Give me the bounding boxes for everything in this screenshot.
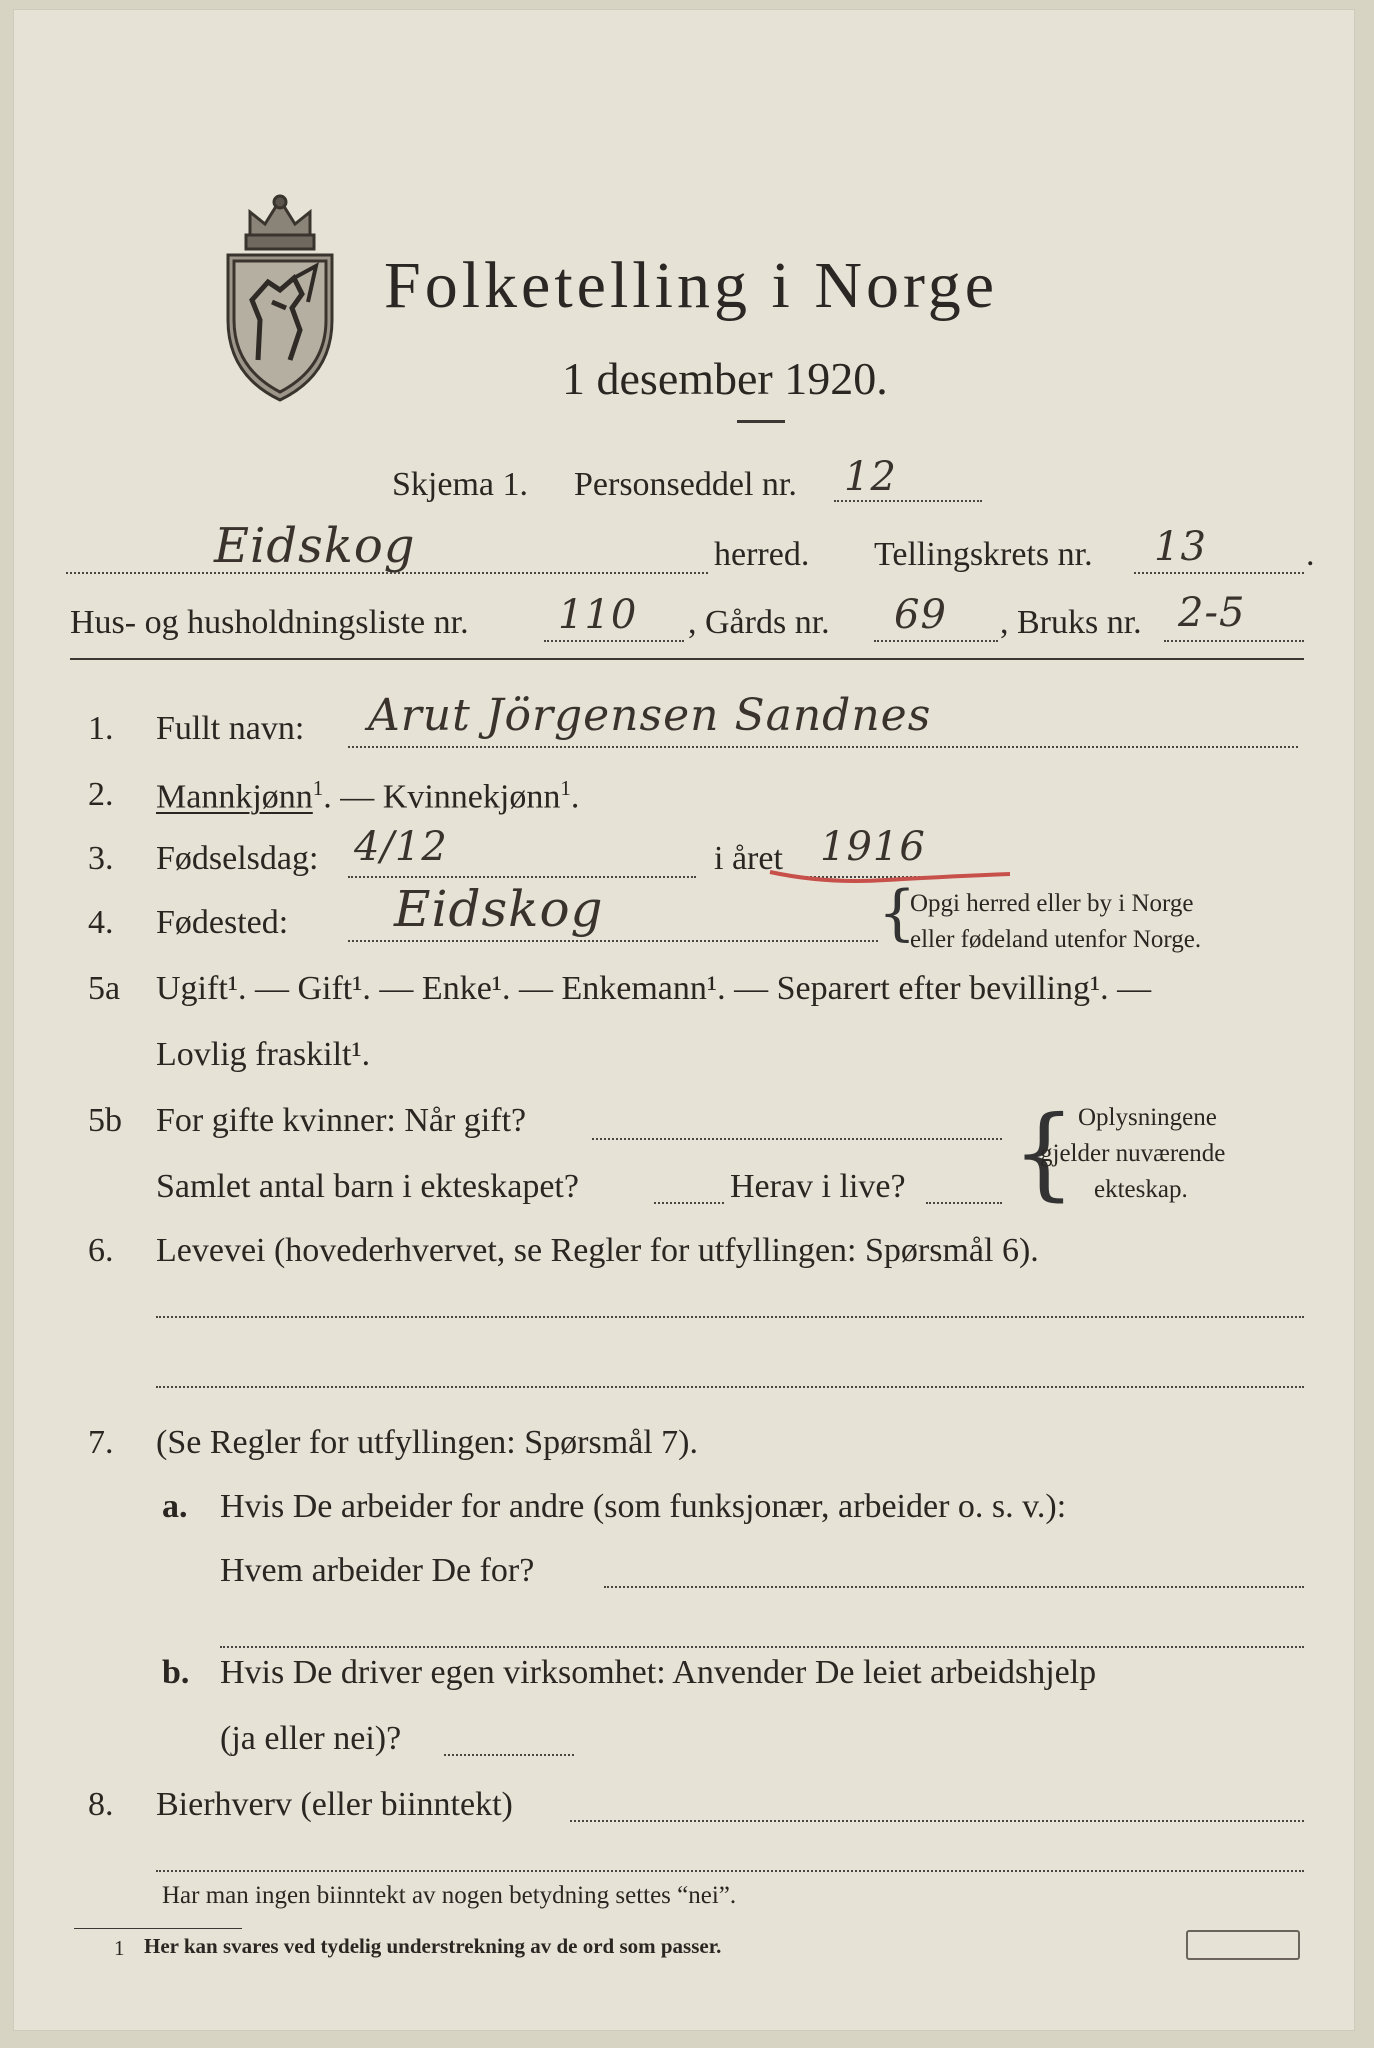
q6-number: 6. [88, 1232, 114, 1269]
personseddel-value[interactable]: 12 [844, 454, 897, 500]
children-total-line [654, 1202, 724, 1204]
herred-value[interactable]: Eidskog [214, 518, 416, 574]
side-income-label: Bierhverv (eller biinntekt) [156, 1786, 513, 1823]
tellingskrets-line [1134, 572, 1304, 574]
gender-male-option[interactable]: Mannkjønn [156, 778, 313, 816]
bruks-label: , Bruks nr. [1000, 604, 1142, 641]
herred-line [66, 572, 708, 574]
full-name-line [348, 746, 1298, 748]
husliste-line [544, 640, 684, 642]
q5b-note-line1: Oplysningene [1078, 1104, 1217, 1131]
husliste-value[interactable]: 110 [558, 592, 638, 638]
q4-number: 4. [88, 904, 114, 941]
q5a-number: 5a [88, 970, 121, 1007]
birthplace-value[interactable]: Eidskog [394, 880, 604, 938]
birthplace-line [348, 940, 878, 942]
marital-status-divorced[interactable]: Lovlig fraskilt¹. [156, 1036, 371, 1073]
personseddel-label: Personseddel nr. [574, 466, 797, 503]
footnote-number: 1 [114, 1936, 125, 1960]
q7b-line1: Hvis De driver egen virksomhet: Anvender De leiet arbeidshjelp [220, 1654, 1097, 1691]
footnote-rule [74, 1928, 242, 1929]
tellingskrets-label: Tellingskrets nr. [874, 536, 1093, 573]
hired-help-label: (ja eller nei)? [220, 1720, 402, 1757]
q1-label: Fullt navn: [156, 710, 305, 747]
schema-label: Skjema 1. [392, 466, 528, 503]
birth-year-label: i året [714, 840, 783, 877]
birthday-line [348, 876, 696, 878]
q5b-note-bracket: { [1012, 1094, 1076, 1211]
herred-label: herred. [714, 536, 810, 573]
side-income-note: Har man ingen biinntekt av nogen betydning settes “nei”. [162, 1882, 737, 1909]
title-divider [737, 420, 785, 423]
q7-number: 7. [88, 1424, 114, 1461]
hired-help-line[interactable] [444, 1754, 574, 1756]
children-total-label: Samlet antal barn i ekteskapet? [156, 1168, 579, 1205]
q4-note-line2: eller fødeland utenfor Norge. [910, 926, 1202, 953]
norwegian-lion-coat-of-arms-icon [220, 190, 340, 405]
children-alive-label: Herav i live? [730, 1168, 906, 1205]
q5b-note-line3: ekteskap. [1094, 1176, 1188, 1203]
q2-number: 2. [88, 776, 114, 813]
married-when-line [592, 1138, 1002, 1140]
form-title: Folketelling i Norge [384, 249, 999, 322]
printer-stamp [1186, 1930, 1300, 1960]
bruks-line [1164, 640, 1304, 642]
occupation-label: Levevei (hovederhvervet, se Regler for utfyllingen: Spørsmål 6). [156, 1232, 1039, 1269]
tellingskrets-value[interactable]: 13 [1154, 524, 1207, 570]
q3-label: Fødselsdag: [156, 840, 319, 877]
employer-label: Hvem arbeider De for? [220, 1552, 535, 1589]
birthday-value[interactable]: 4/12 [354, 824, 448, 870]
header-separator [70, 658, 1304, 660]
side-income-line-1[interactable] [570, 1820, 1304, 1822]
q5b-note-line2: gjelder nuværende [1040, 1140, 1226, 1167]
occupation-line-1[interactable] [156, 1316, 1304, 1318]
occupation-line-2[interactable] [156, 1386, 1304, 1388]
full-name-value[interactable]: Arut Jörgensen Sandnes [368, 690, 932, 741]
q7b-letter: b. [162, 1654, 190, 1691]
q1-number: 1. [88, 710, 114, 747]
employer-line-1[interactable] [604, 1586, 1304, 1588]
gender-female-option[interactable]: Kvinnekjønn [382, 778, 561, 816]
footnote-text: Her kan svares ved tydelig understrekning av de ord som passer. [144, 1934, 722, 1958]
gards-line [874, 640, 998, 642]
married-when-label: For gifte kvinner: Når gift? [156, 1102, 527, 1139]
birth-year-value[interactable]: 1916 [820, 824, 926, 870]
marital-status-options[interactable]: Ugift¹. — Gift¹. — Enke¹. — Enkemann¹. — Separert efter bevilling¹. — [156, 970, 1152, 1007]
side-income-line-2[interactable] [156, 1870, 1304, 1872]
q3-number: 3. [88, 840, 114, 877]
q8-number: 8. [88, 1786, 114, 1823]
personseddel-line [834, 500, 982, 502]
q4-note-bracket: { [878, 878, 917, 948]
q5b-number: 5b [88, 1102, 122, 1139]
q7a-letter: a. [162, 1488, 188, 1525]
tellingskrets-dot: . [1306, 536, 1315, 573]
bruks-value[interactable]: 2-5 [1178, 590, 1246, 636]
husliste-label: Hus- og husholdningsliste nr. [70, 604, 469, 641]
q4-note-line1: Opgi herred eller by i Norge [910, 890, 1194, 917]
q4-label: Fødested: [156, 904, 289, 941]
gards-value[interactable]: 69 [894, 592, 947, 638]
employer-line-2[interactable] [220, 1646, 1304, 1648]
children-alive-line [926, 1202, 1002, 1204]
census-date: 1 desember 1920. [562, 353, 888, 404]
gender-options: Mannkjønn$^1$. — Kvinnekjønn$^1$. [156, 776, 580, 816]
q7-label: (Se Regler for utfyllingen: Spørsmål 7). [156, 1424, 699, 1461]
gards-label: , Gårds nr. [688, 604, 830, 641]
census-form [14, 10, 1354, 2030]
q7a-line1: Hvis De arbeider for andre (som funksjonær, arbeider o. s. v.): [220, 1488, 1067, 1525]
